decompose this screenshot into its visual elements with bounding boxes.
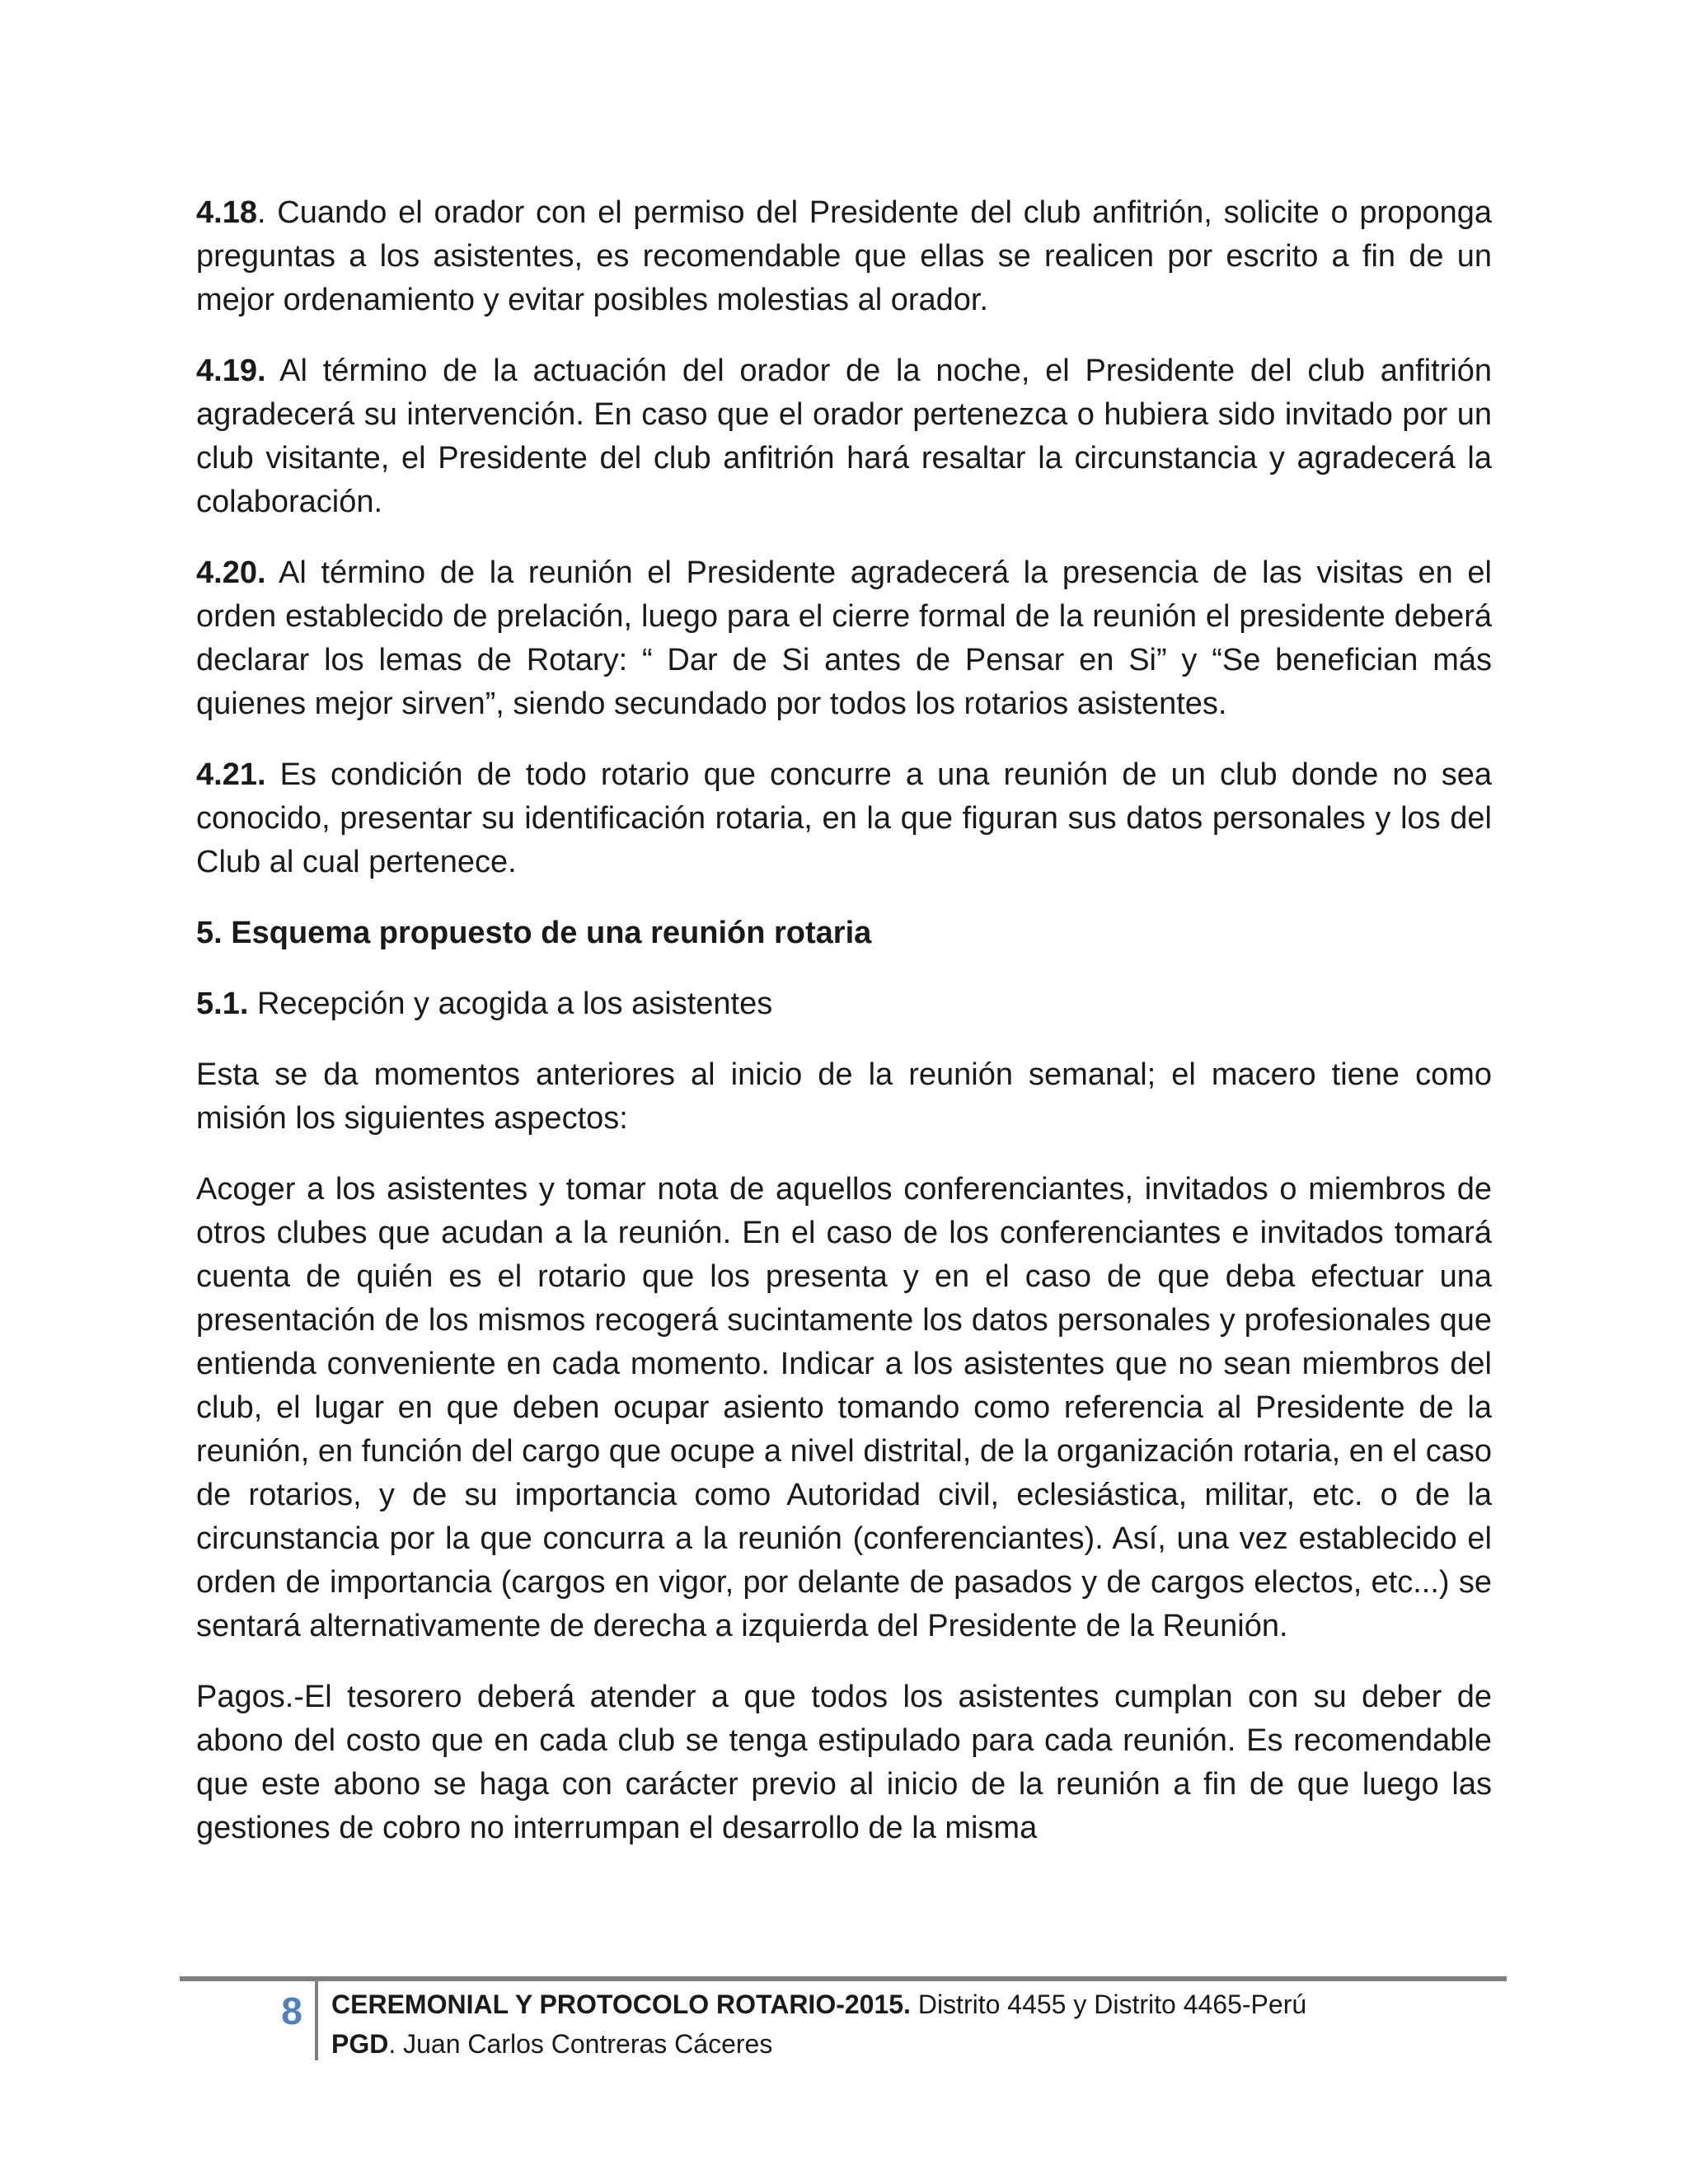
page-body bbox=[196, 191, 1492, 1877]
body-paragraph: Esta se da momentos anteriores al inicio de la reunión semanal; el macero tiene como misión los siguientes aspectos: bbox=[196, 1057, 1492, 1136]
footer-district: Distrito 4455 y Distrito 4465-Perú bbox=[910, 1990, 1307, 2019]
body-paragraph: Acoger a los asistentes y tomar nota de aquellos conferenciantes, invitados o miembros de otros clubes que acudan a la reunión. En el caso de los conferenciantes e invitados tomará cuenta de quién es el rotario que los presenta y en el caso de que deba efectuar una presentación de los mismos recogerá sucintamente los datos personales y profesionales que entienda conveniente en cada momento. Indicar a los asistentes que no sean miembros del club, el lugar en que deben ocupar asiento tomando como referencia al Presidente de la reunión, en función del cargo que ocupe a nivel distrital, de la organización rotaria, en el caso de rotarios, y de su importancia como Autoridad civil, eclesiástica, militar, etc. o de la circunstancia por la que concurra a la reunión (conferenciantes). Así, una vez establecido el orden de importancia (cargos en vigor, por delante de pasados y de cargos electos, etc...) se sentará alternativamente de derecha a izquierda del Presidente de la Reunión. bbox=[196, 1172, 1492, 1643]
footer-author-title: PGD bbox=[331, 2029, 389, 2059]
footer-title-line bbox=[331, 1985, 1485, 2024]
page-number: 8 bbox=[281, 1990, 302, 2032]
footer bbox=[331, 1985, 1485, 2064]
paragraph-number: 4.21. bbox=[196, 757, 266, 792]
paragraph-4-19 bbox=[196, 349, 1492, 524]
paragraph-text: Al término de la reunión el Presidente agradecerá la presencia de las visitas en el orden establecido de prelación, luego para el cierre formal de la reunión el presidente deberá declarar los lemas de Rotary: “ Dar de Si antes de Pensar en Si” y “Se benefician más quienes mejor sirven”, siendo secundado por todos los rotarios asistentes. bbox=[196, 555, 1492, 721]
section-heading: 5. Esquema propuesto de una reunión rotaria bbox=[196, 916, 872, 950]
paragraph-text: Es condición de todo rotario que concurre a una reunión de un club donde no sea conocido, presentar su identificación rotaria, en la que figuran sus datos personales y los del Club al cual pertenece. bbox=[196, 757, 1492, 879]
paragraph-number: 4.18 bbox=[196, 195, 257, 230]
footer-vertical-divider bbox=[315, 1981, 318, 2060]
paragraph-4-21 bbox=[196, 753, 1492, 884]
subsection-title: Recepción y acogida a los asistentes bbox=[248, 987, 773, 1021]
paragraph-text: . Cuando el orador con el permiso del Presidente del club anfitrión, solicite o proponga preguntas a los asistentes, es recomendable que ellas se realicen por escrito a fin de un mejor ordenamiento y evitar posibles molestias al orador. bbox=[196, 195, 1492, 317]
body-paragraph: Pagos.-El tesorero deberá atender a que todos los asistentes cumplan con su deber de abono del costo que en cada club se tenga estipulado para cada reunión. Es recomendable que este abono se haga con carácter previo al inicio de la reunión a fin de que luego las gestiones de cobro no interrumpan el desarrollo de la misma bbox=[196, 1680, 1492, 1845]
paragraph-4-18 bbox=[196, 191, 1492, 322]
paragraph-number: 4.20. bbox=[196, 555, 266, 590]
footer-author-name: . Juan Carlos Contreras Cáceres bbox=[388, 2029, 773, 2059]
paragraph-number: 4.19. bbox=[196, 354, 266, 388]
subsection-number: 5.1. bbox=[196, 987, 249, 1021]
subsection-heading bbox=[196, 982, 1492, 1026]
paragraph-text: Al término de la actuación del orador de la noche, el Presidente del club anfitrión agradecerá su intervención. En caso que el orador pertenezca o hubiera sido invitado por un club visitante, el Presidente del club anfitrión hará resaltar la circunstancia y agradecerá la colaboración. bbox=[196, 354, 1492, 519]
footer-author-line bbox=[331, 2024, 1485, 2064]
footer-title: CEREMONIAL Y PROTOCOLO ROTARIO-2015. bbox=[331, 1990, 911, 2019]
footer-divider bbox=[180, 1976, 1507, 1981]
paragraph-4-20 bbox=[196, 551, 1492, 726]
